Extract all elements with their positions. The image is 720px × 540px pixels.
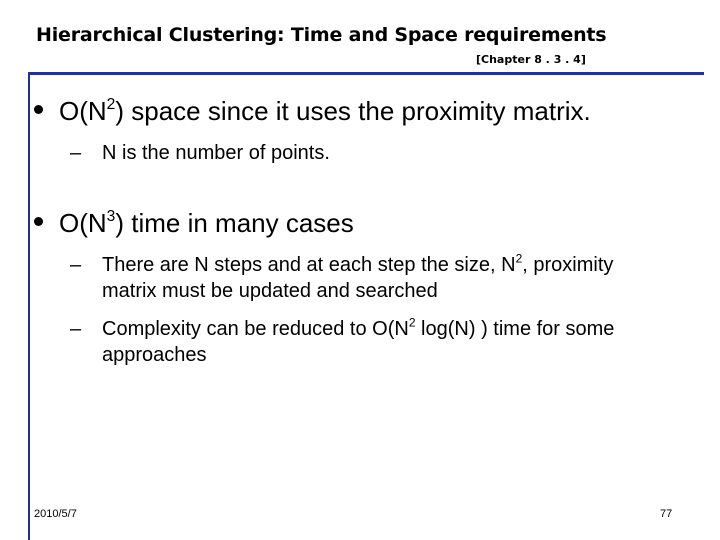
dash-icon: – [70, 318, 82, 340]
sub-bullet-text [102, 252, 630, 304]
sub-bullet-n-steps [70, 252, 630, 304]
bullet-dot-icon [34, 105, 43, 114]
sub-bullet-text-pre: There are N steps and at each step the size, N [102, 254, 516, 276]
sub-bullet-text: N is the number of points. [102, 142, 330, 164]
sub-bullet-complexity [70, 316, 630, 368]
chapter-reference: [Chapter 8 . 3 . 4] [476, 53, 586, 66]
sub-bullet-text [102, 316, 630, 368]
sub-bullet-text-sup: 2 [515, 251, 523, 266]
left-margin-rule [28, 72, 30, 540]
sub-bullet-n-definition [70, 140, 330, 166]
dash-icon: – [70, 254, 82, 276]
bullet-time-requirement [34, 208, 354, 239]
bullet-text-sup: 2 [106, 96, 116, 114]
dash-icon: – [70, 142, 82, 164]
sub-bullet-text-sup: 2 [408, 315, 416, 330]
bullet-text-sup: 3 [106, 208, 116, 226]
title-underline [28, 72, 704, 75]
footer-date: 2010/5/7 [34, 508, 77, 520]
bullet-text-pre: O(N [59, 96, 107, 126]
sub-bullet-text-post: , proximity matrix must be updated and searched [102, 254, 614, 302]
sub-bullet-text-pre: Complexity can be reduced to O(N [102, 318, 409, 340]
bullet-text-post: ) space since it uses the proximity matrix. [115, 96, 591, 126]
slide-title: Hierarchical Clustering: Time and Space requirements [36, 24, 607, 46]
bullet-text-post: ) time in many cases [115, 208, 354, 238]
bullet-text-pre: O(N [59, 208, 107, 238]
bullet-space-requirement [34, 96, 591, 127]
sub-bullet-text-post: log(N) ) time for some approaches [102, 318, 615, 366]
bullet-dot-icon [34, 217, 43, 226]
page-number: 77 [660, 508, 673, 520]
